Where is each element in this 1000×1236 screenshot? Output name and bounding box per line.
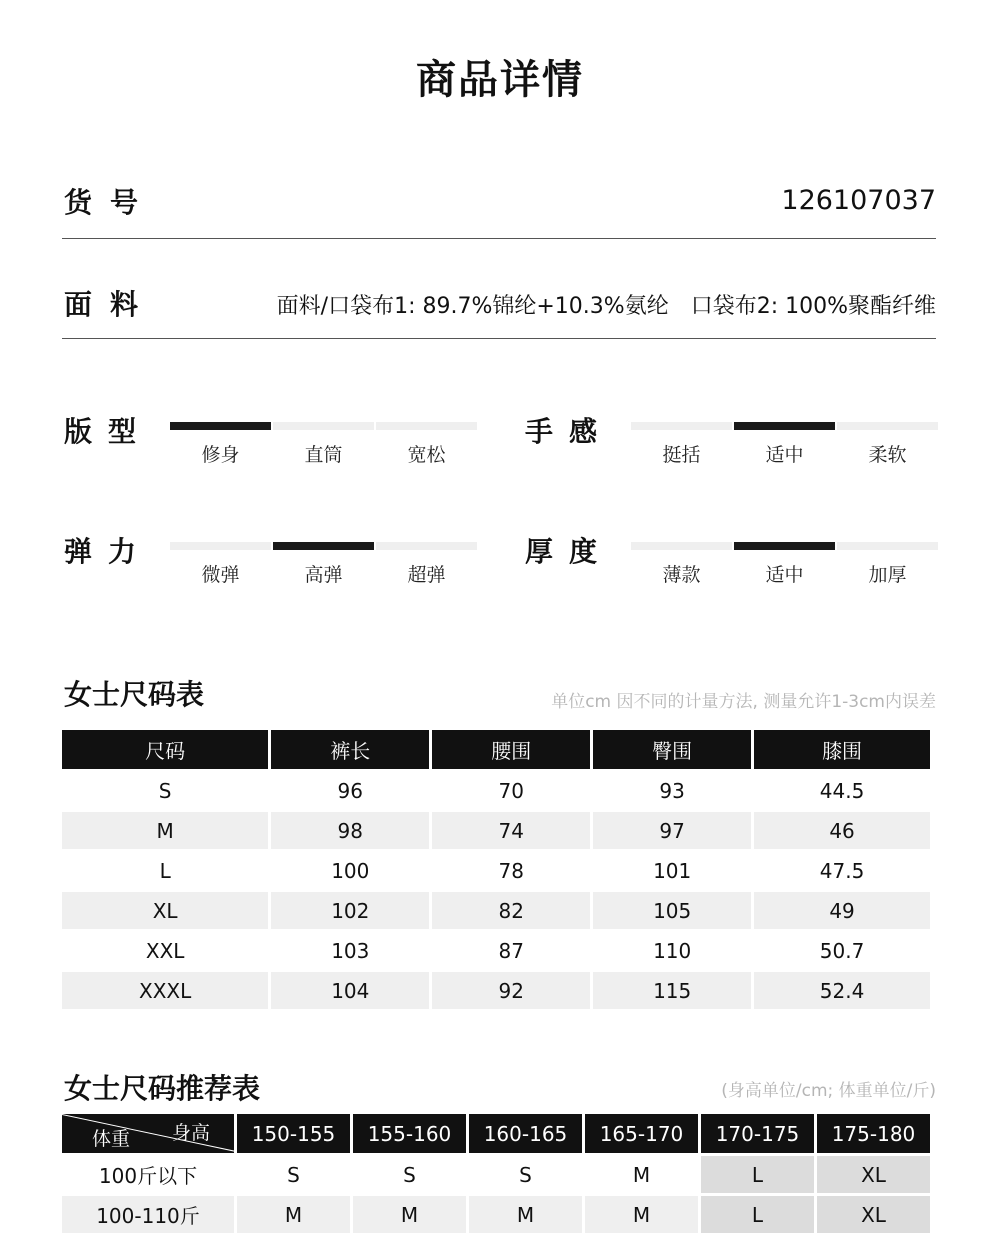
scale-option-label: 修身 [201,444,240,466]
recommend-table-title: 女士尺码推荐表 [64,1072,261,1105]
table-cell: 101 [653,858,692,883]
table-cell: 47.5 [819,858,865,883]
recommended-size-cell: S [287,1162,300,1187]
table-cell: 46 [754,812,930,849]
table-cell: 44.5 [819,778,865,803]
table-cell: 102 [271,892,429,929]
table-row [62,1156,930,1193]
table-cell: 103 [331,938,370,963]
recommended-size-cell: M [469,1196,582,1233]
recommend-corner-header [62,1114,234,1153]
table-cell: 110 [653,938,692,963]
size-table-header: 臀围 [593,730,751,769]
page-title: 商品详情 [416,57,584,103]
table-cell: L [159,858,171,883]
size-table-header: 尺码 [62,730,268,769]
table-cell: 52.4 [754,972,930,1009]
scale-segment [170,542,271,550]
scale-segment [837,422,938,430]
attribute-label: 版型 [64,415,153,448]
table-cell: 115 [593,972,751,1009]
scale-segment [837,542,938,550]
scale-segment [631,542,732,550]
table-row [62,812,930,849]
article-number-row [62,139,936,239]
size-table-header: 裤长 [271,730,429,769]
scale-segment [631,422,732,430]
fabric-row [62,239,936,339]
fabric-label: 面料 [64,288,157,321]
size-table [59,727,933,1012]
scale-option-label: 直筒 [304,444,343,466]
table-row [62,1196,930,1233]
scale-segment-selected [734,422,835,430]
attribute-label: 厚度 [525,535,614,568]
recommend-table-note: (身高单位/cm; 体重单位/斤) [721,1081,936,1101]
attribute-label: 弹力 [64,535,153,568]
recommended-size-cell: M [585,1196,698,1233]
table-row [62,972,930,1009]
table-cell: S [158,778,172,803]
scale-option-label: 微弹 [201,564,240,586]
attribute-thickness [523,530,935,610]
scale-option-label: 加厚 [868,564,907,586]
table-cell: 82 [432,892,590,929]
height-range-header: 150-155 [237,1114,350,1153]
height-range-header: 160-165 [469,1114,582,1153]
scale-option-label: 挺括 [662,444,701,466]
scale-segment [376,422,477,430]
scale-option-label: 薄款 [662,564,701,586]
scale-option-label: 高弹 [304,564,343,586]
weight-range-label: 100-110斤 [62,1196,234,1233]
height-range-header: 155-160 [353,1114,466,1153]
size-table-note: 单位cm 因不同的计量方法, 测量允许1-3cm内误差 [551,692,936,712]
recommended-size-cell: M [237,1196,350,1233]
table-cell: 78 [498,858,524,883]
recommended-size-cell: L [701,1196,814,1233]
fabric-value: 面料/口袋布1: 89.7%锦纶+10.3%氨纶 口袋布2: 100%聚酯纤维 [276,294,936,319]
scale-segment [376,542,477,550]
height-range-header: 175-180 [817,1114,930,1153]
height-axis-label: 身高 [171,1122,210,1144]
table-cell: 104 [271,972,429,1009]
article-number-label: 货号 [64,186,157,219]
weight-range-label: 100斤以下 [62,1156,234,1193]
table-cell: XXXL [62,972,268,1009]
scale-option-label: 宽松 [407,444,446,466]
table-cell: 97 [593,812,751,849]
size-table-header: 腰围 [432,730,590,769]
table-cell: 49 [754,892,930,929]
table-cell: M [62,812,268,849]
scale-segment-selected [273,542,374,550]
table-cell: 96 [337,778,363,803]
table-cell: 92 [432,972,590,1009]
scale-segment [273,422,374,430]
size-table-header: 膝围 [754,730,930,769]
height-range-header: 170-175 [701,1114,814,1153]
table-cell: XL [62,892,268,929]
table-cell: 93 [659,778,685,803]
size-table-title: 女士尺码表 [64,678,205,711]
weight-axis-label: 体重 [92,1128,131,1150]
scale-segment-selected [170,422,271,430]
recommended-size-cell: S [519,1162,532,1187]
recommend-table [59,1111,933,1236]
table-cell: 100 [331,858,370,883]
table-cell: 70 [498,778,524,803]
recommended-size-cell: M [353,1196,466,1233]
table-row [62,892,930,929]
table-cell: 87 [498,938,524,963]
table-cell: XXL [145,938,185,963]
attribute-fit [62,410,474,490]
table-cell: 105 [593,892,751,929]
table-row [62,852,930,889]
table-row [62,932,930,969]
scale-segment-selected [734,542,835,550]
recommended-size-cell: M [632,1162,651,1187]
attribute-label: 手感 [525,415,614,448]
article-number-value: 126107037 [781,185,936,216]
scale-option-label: 适中 [765,564,804,586]
attribute-hand-feel [523,410,935,490]
recommended-size-cell: XL [817,1156,930,1193]
table-cell: 74 [432,812,590,849]
height-range-header: 165-170 [585,1114,698,1153]
recommended-size-cell: S [403,1162,416,1187]
recommended-size-cell: L [701,1156,814,1193]
table-cell: 50.7 [819,938,865,963]
scale-option-label: 柔软 [868,444,907,466]
attribute-elasticity [62,530,474,610]
scale-option-label: 超弹 [407,564,446,586]
table-row [62,772,930,809]
table-cell: 98 [271,812,429,849]
recommended-size-cell: XL [817,1196,930,1233]
scale-option-label: 适中 [765,444,804,466]
